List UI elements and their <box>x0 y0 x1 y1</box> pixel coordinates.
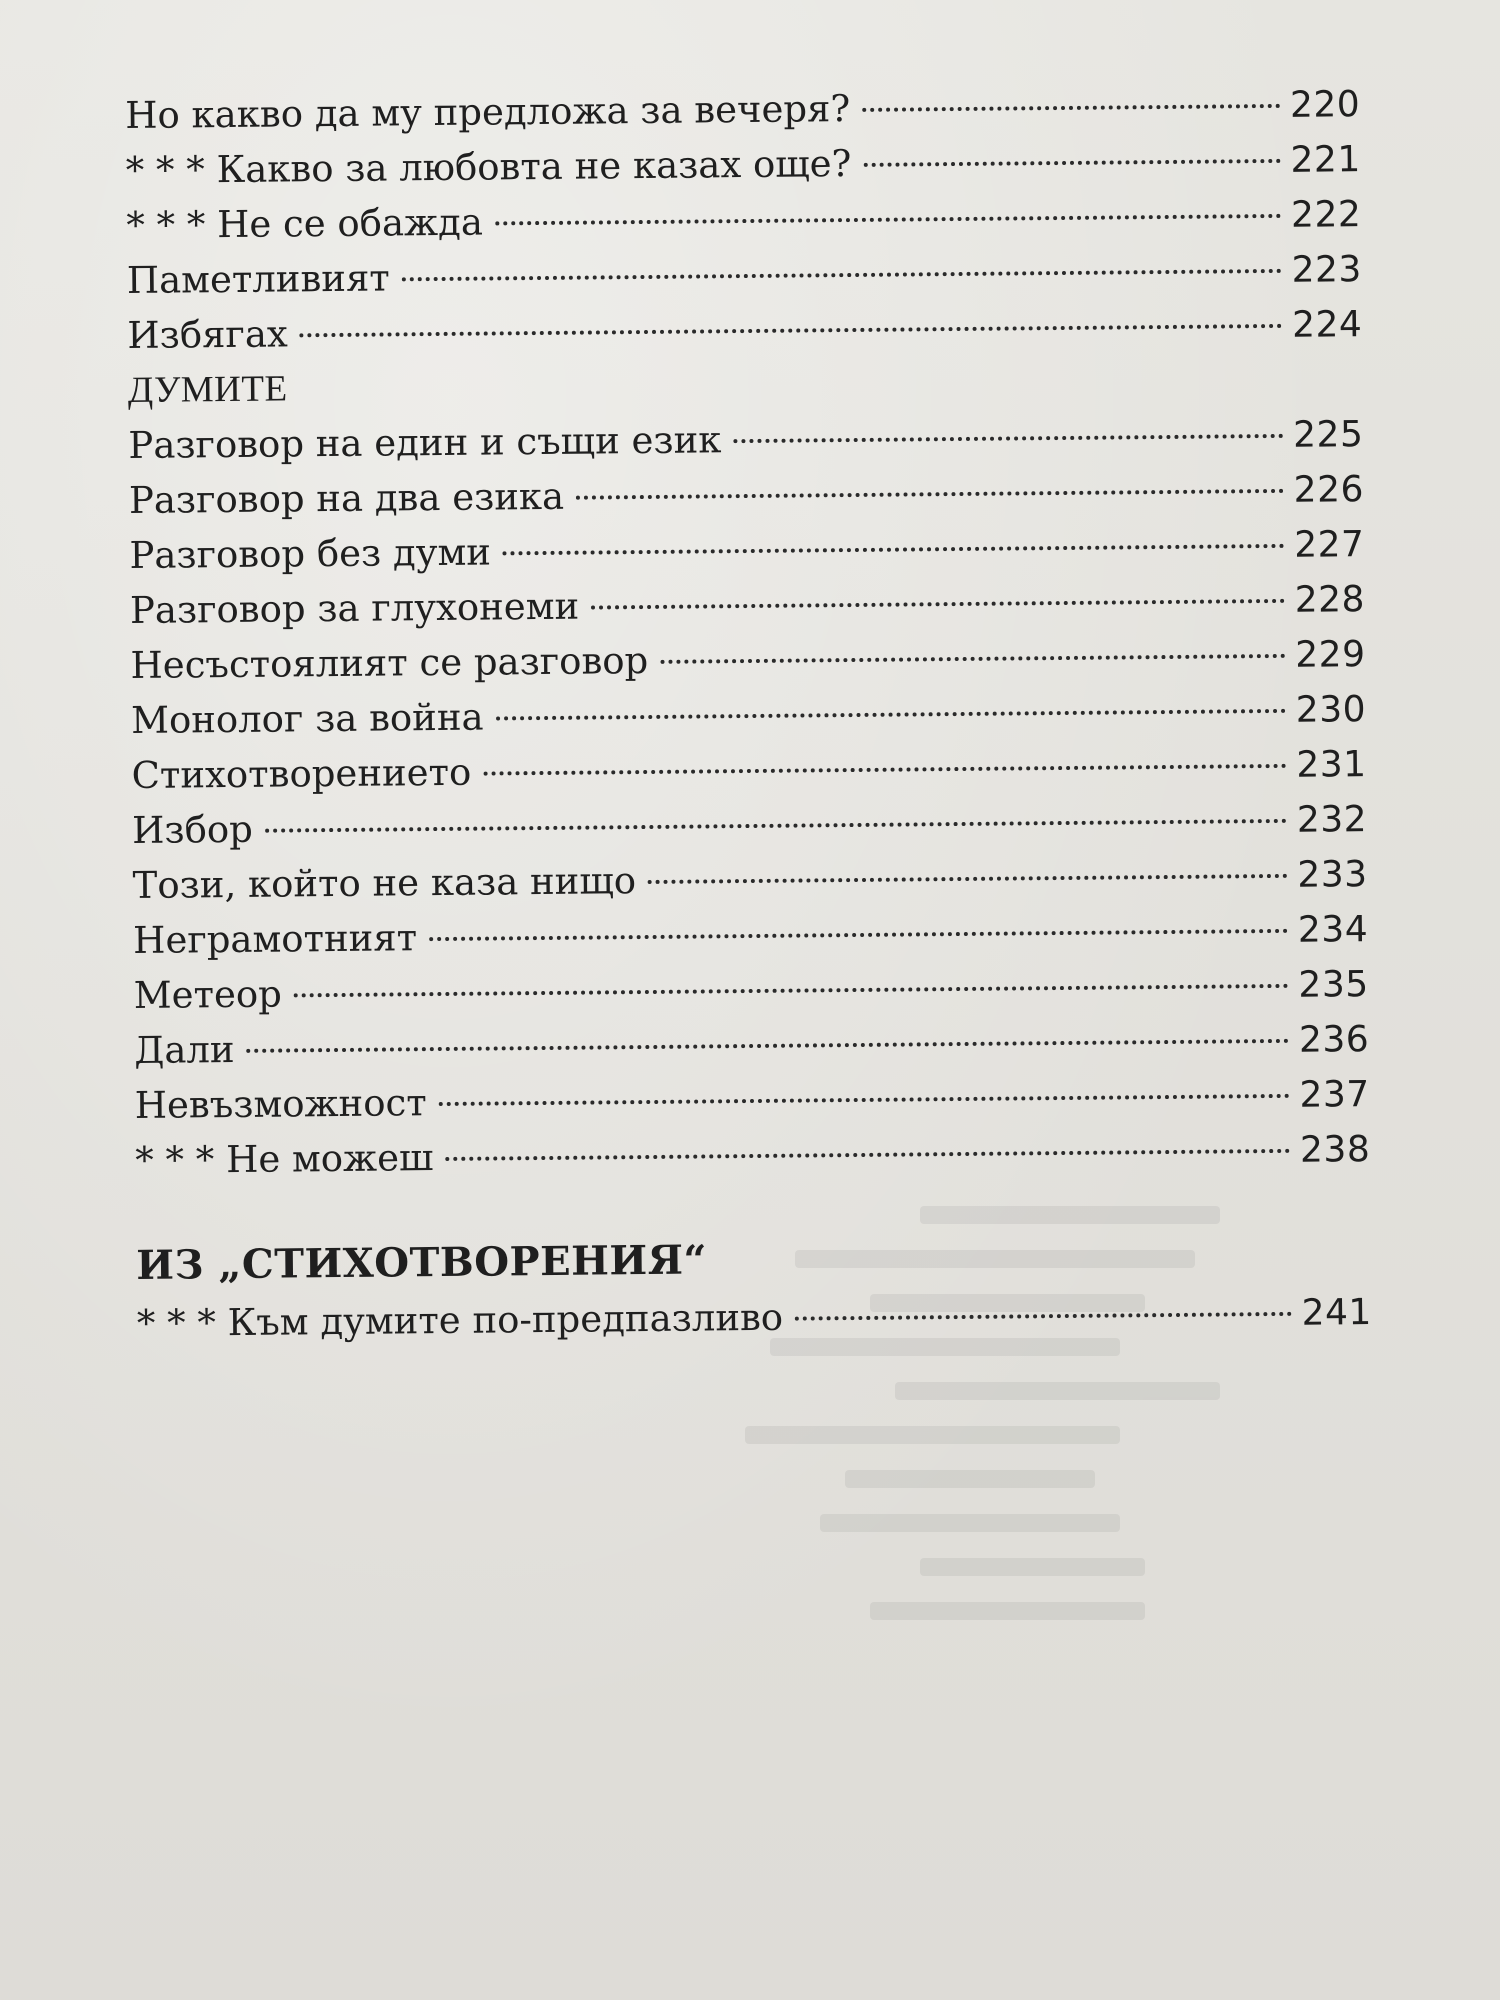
leader-dots <box>795 1312 1292 1321</box>
toc-entry-page: 234 <box>1297 909 1369 951</box>
toc-entry-title: Дали <box>134 1027 235 1072</box>
table-of-contents <box>125 76 1372 1351</box>
leader-dots <box>294 984 1289 998</box>
toc-entry-page: 220 <box>1289 84 1361 126</box>
section-heading-words: ДУМИТЕ <box>127 368 288 411</box>
toc-entry-page: 233 <box>1297 854 1368 896</box>
toc-entry-page: 225 <box>1292 414 1364 456</box>
leader-dots <box>503 544 1284 555</box>
leader-dots <box>265 819 1287 833</box>
toc-entry-page: 226 <box>1293 469 1365 511</box>
leader-dots <box>576 489 1284 500</box>
toc-entry-title: Разговор за глухонеми <box>129 584 580 632</box>
toc-entry-title: Разговор на два езика <box>128 474 565 522</box>
toc-entry-title: Несъстоялият се разговор <box>130 639 649 687</box>
toc-entry-title: Стихотворението <box>131 750 472 797</box>
toc-entry-page: 228 <box>1294 579 1366 621</box>
toc-entry-title: Разговор без думи <box>129 530 492 577</box>
leader-dots <box>483 764 1286 776</box>
toc-entry-page: 237 <box>1299 1074 1370 1116</box>
leader-dots <box>445 1149 1290 1161</box>
toc-entry-title: Избор <box>131 807 254 852</box>
toc-entry-title: * * * Към думите по-предпазливо <box>136 1295 784 1345</box>
leader-dots <box>863 159 1280 167</box>
toc-entry-page: 241 <box>1301 1292 1373 1334</box>
toc-entry-page: 229 <box>1295 634 1366 676</box>
leader-dots <box>862 104 1280 112</box>
toc-entry-title: Този, който не каза нищо <box>132 859 637 907</box>
toc-entry-page: 222 <box>1290 194 1362 236</box>
toc-entry-page: 235 <box>1298 964 1369 1006</box>
leader-dots <box>733 434 1283 443</box>
toc-entry-title: * * * Какво за любовта не казах още? <box>125 142 852 192</box>
toc-entry-page: 231 <box>1296 744 1367 786</box>
toc-entry-title: Но какво да му предложа за вечеря? <box>125 87 851 137</box>
leader-dots <box>648 874 1287 884</box>
toc-entry-title: * * * Не се обажда <box>126 200 484 247</box>
toc-entry-page: 238 <box>1299 1129 1371 1171</box>
toc-entry-title: Неграмотният <box>132 916 418 962</box>
leader-dots <box>495 214 1281 226</box>
toc-entry-title: Избягах <box>127 312 288 357</box>
toc-entry-title: Метеор <box>133 972 283 1017</box>
toc-entry-title: Паметливият <box>126 256 390 302</box>
toc-entry-page: 221 <box>1290 139 1361 181</box>
toc-entry-title: Монолог за война <box>130 695 484 742</box>
leader-dots <box>496 709 1286 721</box>
leader-dots <box>429 929 1288 941</box>
toc-entry-page: 223 <box>1291 249 1362 291</box>
leader-dots <box>247 1039 1289 1053</box>
section-heading-poems: ИЗ „СТИХОТВОРЕНИЯ“ <box>136 1236 708 1289</box>
toc-entry-page: 236 <box>1298 1019 1370 1061</box>
leader-dots <box>439 1094 1290 1106</box>
toc-entry-page: 232 <box>1296 799 1368 841</box>
toc-entry-page: 230 <box>1295 689 1367 731</box>
leader-dots <box>591 599 1285 610</box>
toc-entry-title: Невъзможност <box>134 1081 427 1127</box>
toc-entry-title: Разговор на един и същи език <box>128 418 722 467</box>
leader-dots <box>402 269 1282 281</box>
leader-dots <box>300 324 1282 337</box>
toc-entry-page: 224 <box>1291 304 1363 346</box>
toc-entry-title: * * * Не можеш <box>135 1136 434 1182</box>
leader-dots <box>660 654 1285 664</box>
toc-entry-page: 227 <box>1294 524 1365 566</box>
